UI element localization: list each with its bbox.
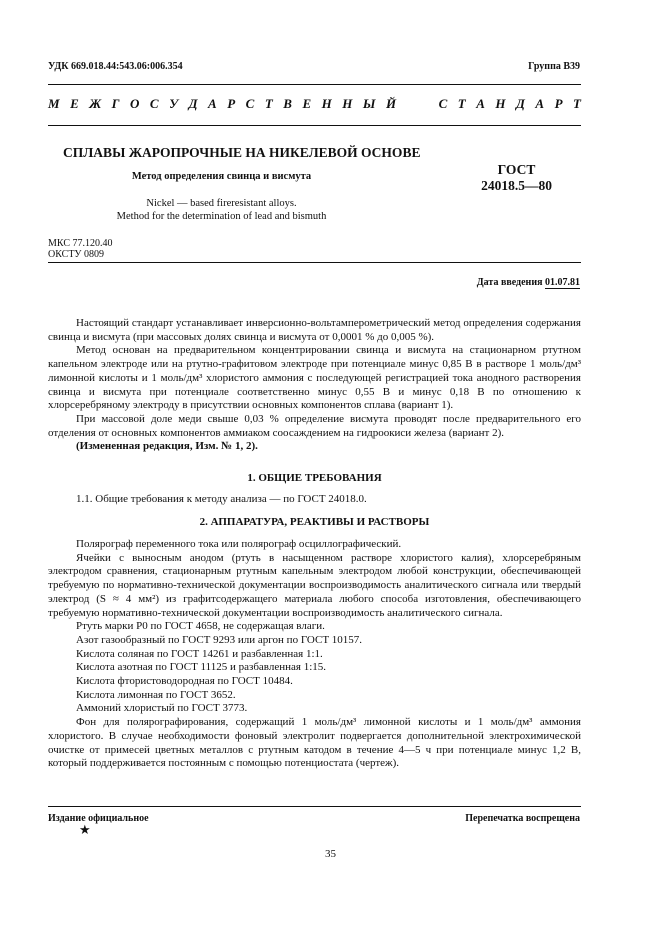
introduction-date <box>477 277 580 288</box>
banner-letter: У <box>169 96 179 111</box>
section-2-paragraph: Фон для полярографирования, содержащий 1 моль/дм³ лимонной кислоты и 1 моль/дм³ аммония хлористого. В случае необходимости фоновый электролит подвергается дополнительной электрохимической очистке от примесей цветных металлов с ртутным катодом в течение 4—5 ч при потенциале минус 1,2 В, который поддерживается постоянным с помощью потенциостата (чертеж). <box>48 716 581 770</box>
banner-letter: М <box>48 96 60 111</box>
gost-label: ГОСТ <box>497 162 536 177</box>
section-2-text <box>48 538 581 771</box>
banner-letter: С <box>245 96 255 111</box>
section-2-heading: 2. АППАРАТУРА, РЕАКТИВЫ И РАСТВОРЫ <box>199 516 430 528</box>
section-2-paragraph: Кислота лимонная по ГОСТ 3652. <box>76 688 236 701</box>
interstate-standard-banner <box>48 96 581 112</box>
english-title-line2: Method for the determination of lead and bismuth <box>116 211 327 222</box>
banner-letter: Г <box>111 96 120 111</box>
introduction-date-value: 01.07.81 <box>545 277 580 288</box>
amendment-note: (Измененная редакция, Изм. № 1, 2). <box>76 440 258 453</box>
banner-letter: А <box>208 96 217 111</box>
standard-word <box>439 96 581 112</box>
banner-letter: Р <box>227 96 236 111</box>
banner-letter: Е <box>302 96 312 111</box>
banner-letter: Т <box>457 96 466 111</box>
section-1-paragraph: 1.1. Общие требования к методу анализа — по ГОСТ 24018.0. <box>76 493 367 505</box>
section-2-paragraph: Кислота азотная по ГОСТ 11125 и разбавленная 1:15. <box>76 661 327 674</box>
intro-text <box>48 317 581 454</box>
banner-letter: Т <box>264 96 273 111</box>
intro-paragraph: При массовой доле меди свыше 0,03 % определение висмута проводят после предварительного его отделения от основных компонентов аммиаком соосаждением на гидроокиси железа (вариант 2). <box>48 412 581 439</box>
reprint-prohibited: Перепечатка воспрещена <box>465 813 580 824</box>
section-2-paragraph: Аммоний хлористый по ГОСТ 3773. <box>76 702 248 715</box>
gost-number-block <box>470 162 563 194</box>
udk-code: УДК 669.018.44:543.06:006.354 <box>48 61 183 72</box>
official-edition: Издание официальное <box>48 813 149 824</box>
banner-letter: С <box>149 96 159 111</box>
section-2-paragraph: Кислота фтористоводородная по ГОСТ 10484. <box>76 675 293 688</box>
banner-letter: Т <box>573 96 581 111</box>
section-1-heading: 1. ОБЩИЕ ТРЕБОВАНИЯ <box>247 472 382 484</box>
banner-letter: А <box>535 96 545 111</box>
intro-paragraph: Метод основан на предварительном концентрировании свинца и висмута на стационарном ртутном капельном электроде или на ртутно-графитовом электроде при потенциале минус 0,85 В в растворе 1 моль/дм³ лимонной кислоты и 1 моль/дм³ хлористого аммония с последующей регистрацией тока анодного растворения свинца и висмута при потенциале соответственно минус 0,55 В и минус 0,18 В по отношению к хлорсеребряному электроду в присутствии основных компонентов сплава (вариант 1). <box>48 344 581 412</box>
section-2-paragraph: Ячейки с выносным анодом (ртуть в насыщенном растворе хлористого калия), хлорсеребряным электродом сравнения, стационарным ртутным капельным электродом любой конструкции, обеспечивающей требуемую по нормативно-технической документации воспроизводимость аналитического сигнала или твердый электрод (S ≈ 4 мм²) из графитсодержащего материала любого способа изготовления, обеспечивающего требуемую нормативно-технической документации воспроизводимость аналитического сигнала. <box>48 551 581 619</box>
section-2-paragraph: Ртуть марки Р0 по ГОСТ 4658, не содержащая влаги. <box>76 620 325 633</box>
banner-rule <box>48 125 581 126</box>
section-2-paragraph: Полярограф переменного тока или полярограф осциллографический. <box>76 538 402 550</box>
banner-letter: Д <box>516 96 525 111</box>
introduction-date-label: Дата введения <box>476 277 543 288</box>
top-rule <box>48 84 581 85</box>
banner-letter: А <box>476 96 485 111</box>
section-2-paragraph: Кислота соляная по ГОСТ 14261 и разбавленная 1:1. <box>76 647 323 660</box>
banner-letter: Е <box>70 96 79 111</box>
group-code: Группа В39 <box>528 61 580 72</box>
banner-letter: Й <box>385 96 397 111</box>
banner-letter: Р <box>554 96 563 111</box>
gost-number: 24018.5—80 <box>481 178 552 193</box>
interstate-word <box>48 96 396 112</box>
footer-rule <box>48 806 581 807</box>
intro-paragraph: Настоящий стандарт устанавливает инверсионно-вольтамперометрический метод определения содержания свинца и висмута (при массовых долях свинца и висмута от 0,0001 % до 0,005 %). <box>48 317 581 343</box>
document-subtitle: Метод определения свинца и висмута <box>131 171 312 182</box>
banner-letter: Д <box>188 96 198 111</box>
section-1-text <box>48 493 581 507</box>
banner-letter: Н <box>321 96 332 111</box>
banner-letter: Ы <box>362 96 376 111</box>
banner-letter: В <box>283 96 292 111</box>
star-icon: ★ <box>79 822 91 837</box>
banner-letter: Н <box>342 96 353 111</box>
english-title-line1: Nickel — based fireresistant alloys. <box>146 198 297 209</box>
page-number: 35 <box>325 848 336 860</box>
header-rule <box>48 262 581 263</box>
banner-letter: Н <box>495 96 506 111</box>
document-title: СПЛАВЫ ЖАРОПРОЧНЫЕ НА НИКЕЛЕВОЙ ОСНОВЕ <box>63 145 421 160</box>
okstu-code: ОКСТУ 0809 <box>48 249 105 260</box>
banner-letter: С <box>438 96 448 111</box>
mks-code: МКС 77.120.40 <box>48 238 113 249</box>
banner-letter: Ж <box>89 96 102 111</box>
english-title <box>0 197 443 223</box>
section-2-paragraph: Азот газообразный по ГОСТ 9293 или аргон по ГОСТ 10157. <box>76 633 363 646</box>
banner-letter: О <box>130 96 140 111</box>
classification-codes <box>48 238 112 260</box>
